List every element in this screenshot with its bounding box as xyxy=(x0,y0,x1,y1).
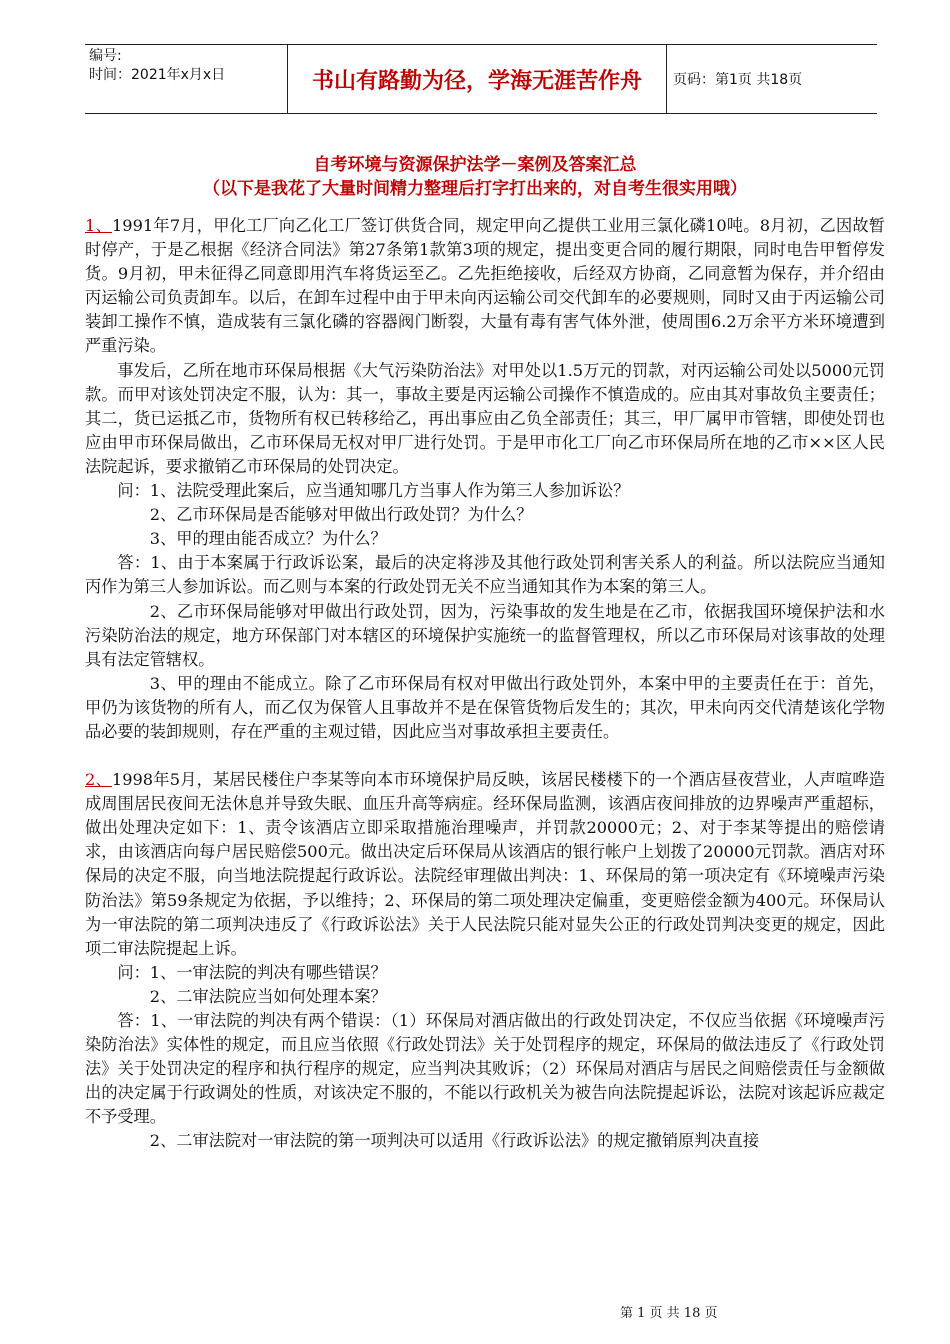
document-header xyxy=(85,44,877,114)
case-2-question-1: 问：1、一审法院的判决有哪些错误？ xyxy=(117,962,387,982)
number-label: 编号: xyxy=(89,48,122,64)
document-title: 自考环境与资源保护法学－案例及答案汇总 xyxy=(313,155,637,175)
document-body xyxy=(85,214,885,1154)
case-1-facts-text: 1991年7月，甲化工厂向乙化工厂签订供货合同，规定甲向乙提供工业用三氯化磷10吨。8月初，乙因故暂时停产，于是乙根据《经济合同法》第27条第1款第3项的规定，提出变更合同的履行期限，同时电告甲暂停发货。9月初，甲未征得乙同意即用汽车将货运至乙。乙先拒绝接收，后经双方协商，乙同意暂为保存，并介绍由丙运输公司负责卸车。以后，在卸车过程中由于甲未向丙运输公司交代卸车的必要规则，同时又由于丙运输公司装卸工操作不慎，造成装有三氯化磷的容器阀门断裂，大量有毒有害气体外泄，使周围6.2万余平方米环境遭到严重污染。 xyxy=(85,216,885,356)
case-2-question-2: 2、二审法院应当如何处理本案？ xyxy=(149,986,387,1006)
header-motto: 书山有路勤为径，学海无涯苦作舟 xyxy=(288,45,667,114)
case-2-facts-text: 1998年5月，某居民楼住户李某等向本市环境保护局反映，该居民楼楼下的一个酒店昼夜营业，人声喧哗造成周围居民夜间无法休息并导致失眠、血压升高等病症。经环保局监测，该酒店夜间排放的边界噪声严重超标，做出处理决定如下：1、责令该酒店立即采取措施治理噪声，并罚款20000元；2、对于李某等提出的赔偿请求，由该酒店向每户居民赔偿500元。做出决定后环保局从该酒店的银行帐户上划拨了20000元罚款。酒店对环保局的决定不服，向当地法院提起行政诉讼。法院经审理做出判决：1、环保局的第一项决定有《环境噪声污染防治法》第59条规定为依据，予以维持；2、环保局的第二项处理决定偏重，变更赔偿金额为400元。环保局认为一审法院的第二项判决违反了《行政诉讼法》关于人民法院只能对显失公正的行政处罚判决变更的规定，因此项二审法院提起上诉。 xyxy=(85,770,885,958)
header-page-info: 页码：第1页 共18页 xyxy=(667,45,878,114)
case-1-number: 1、 xyxy=(85,216,112,235)
case-1-answer-1: 答：1、由于本案属于行政诉讼案，最后的决定将涉及其他行政处罚利害关系人的利益。所以法院应当通知丙作为第三人参加诉讼。而乙则与本案的行政处罚无关不应当通知其作为本案的第三人。 xyxy=(85,553,885,597)
case-2-number: 2、 xyxy=(85,770,112,790)
case-1-answer-3: 3、甲的理由不能成立。除了乙市环保局有权对甲做出行政处罚外，本案中甲的主要责任在于：首先，甲仍为该货物的所有人，而乙仅为保管人且事故并不是在保管货物后发生的；其次，甲未向丙交代清楚该化学物品必要的装卸规则，存在严重的主观过错，因此应当对事故承担主要责任。 xyxy=(85,673,885,741)
case-1-facts-2: 事发后，乙所在地市环保局根据《大气污染防治法》对甲处以1.5万元的罚款，对丙运输公司处以5000元罚款。而甲对该处罚决定不服，认为：其一，事故主要是丙运输公司操作不慎造成的。应由其对事故负主要责任；其二，货已运抵乙市，货物所有权已转移给乙，再出事应由乙负全部责任；其三，甲厂属甲市管辖，即使处罚也应由甲市环保局做出，乙市环保局无权对甲厂进行处罚。于是甲市化工厂向乙市环保局所在地的乙市××区人民法院起诉，要求撤销乙市环保局的处罚决定。 xyxy=(85,360,885,476)
case-1-question-2: 2、乙市环保局是否能够对甲做出行政处罚？为什么？ xyxy=(149,505,533,525)
case-2-answer-1: 答：1、一审法院的判决有两个错误：（1）环保局对酒店做出的行政处罚决定，不仅应当依据《环境噪声污染防治法》实体性的规定，而且应当依照《行政处罚法》关于处罚程序的规定，环保局的做法违反了《行政处罚法》关于处罚决定的程序和执行程序的规定，应当判决其败诉；（2）环保局对酒店与居民之间赔偿责任与金额做出的决定属于行政调处的性质，对该决定不服的，不能以行政机关为被告向法院提起诉讼，法院对该起诉应裁定不予受理。 xyxy=(85,1011,885,1127)
case-2-facts xyxy=(85,768,885,961)
case-1-question-3: 3、甲的理由能否成立？为什么？ xyxy=(149,529,387,549)
case-1-answer-2: 2、乙市环保局能够对甲做出行政处罚，因为，污染事故的发生地是在乙市，依据我国环境保护法和水污染防治法的规定，地方环保部门对本辖区的环境保护实施统一的监督管理权，所以乙市环保局对该事故的处理具有法定管辖权。 xyxy=(85,601,885,669)
case-2-answer-2: 2、二审法院对一审法院的第一项判决可以适用《行政诉讼法》的规定撤销原判决直接 xyxy=(149,1131,760,1151)
document-subtitle: （以下是我花了大量时间精力整理后打字打出来的，对自考生很实用哦） xyxy=(203,179,747,199)
case-1-facts xyxy=(85,214,885,359)
case-1-question-1: 问：1、法院受理此案后，应当通知哪几方当事人作为第三人参加诉讼？ xyxy=(117,481,630,501)
page-footer: 第 1 页 共 18 页 xyxy=(620,1306,718,1321)
time-label: 时间：2021年x月x日 xyxy=(89,67,226,83)
header-meta xyxy=(85,45,288,114)
case-separator xyxy=(85,744,885,768)
